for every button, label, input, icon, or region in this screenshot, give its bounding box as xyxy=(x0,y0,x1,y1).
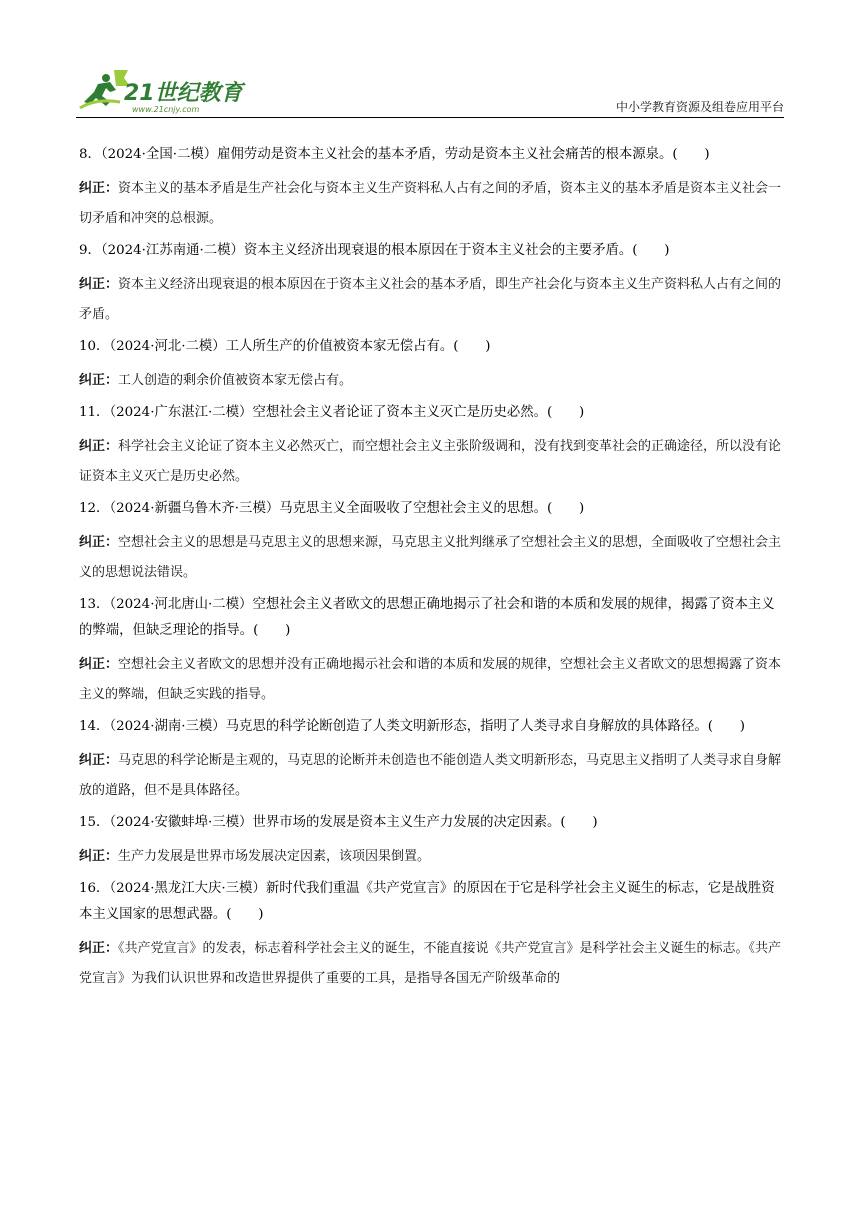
correction xyxy=(79,432,785,492)
question-text: 15．（2024·安徽蚌埠·三模）世界市场的发展是资本主义生产力发展的决定因素。( ) xyxy=(79,815,598,830)
correction-text: 生产力发展是世界市场发展决定因素，该项因果倒置。 xyxy=(118,849,431,864)
question-item xyxy=(79,334,785,396)
correction xyxy=(79,366,785,396)
correction-text: 资本主义的基本矛盾是生产社会化与资本主义生产资料私人占有之间的矛盾，资本主义的基本矛盾是资本主义社会一切矛盾和冲突的总根源。 xyxy=(79,181,782,226)
site-logo xyxy=(76,68,256,116)
correction-label: 纠正： xyxy=(79,373,119,388)
question-text: 12．（2024·新疆乌鲁木齐·三模）马克思主义全面吸收了空想社会主义的思想。( ) xyxy=(79,501,585,516)
correction-text: 空想社会主义的思想是马克思主义的思想来源，马克思主义批判继承了空想社会主义的思想，全面吸收了空想社会主义的思想说法错误。 xyxy=(79,535,782,580)
correction-text: 资本主义经济出现衰退的根本原因在于资本主义社会的基本矛盾，即生产社会化与资本主义生产资料私人占有之间的矛盾。 xyxy=(79,277,782,322)
correction-label: 纠正： xyxy=(79,849,119,864)
correction xyxy=(79,934,785,994)
question-item xyxy=(79,876,785,994)
correction-text: 工人创造的剩余价值被资本家无偿占有。 xyxy=(118,373,353,388)
correction xyxy=(79,174,785,234)
question-item xyxy=(79,714,785,806)
question-text: 16．（2024·黑龙江大庆·三模）新时代我们重温《共产党宣言》的原因在于它是科学社会主义诞生的标志，它是战胜资本主义国家的思想武器。( ) xyxy=(79,881,775,922)
question-item xyxy=(79,810,785,872)
correction-text: 马克思的科学论断是主观的，马克思的论断并未创造也不能创造人类文明新形态，马克思主义指明了人类寻求自身解放的道路，但不是具体路径。 xyxy=(79,753,782,798)
correction-text: 科学社会主义论证了资本主义必然灭亡，而空想社会主义主张阶级调和，没有找到变革社会的正确途径，所以没有论证资本主义灭亡是历史必然。 xyxy=(79,439,782,484)
question-item xyxy=(79,400,785,492)
question-text: 13．（2024·河北唐山·二模）空想社会主义者欧文的思想正确地揭示了社会和谐的本质和发展的规律，揭露了资本主义的弊端，但缺乏理论的指导。( ) xyxy=(79,597,775,638)
correction xyxy=(79,270,785,330)
question-item xyxy=(79,238,785,330)
correction-label: 纠正： xyxy=(79,535,119,550)
correction-text: 空想社会主义者欧文的思想并没有正确地揭示社会和谐的本质和发展的规律，空想社会主义者欧文的思想揭露了资本主义的弊端，但缺乏实践的指导。 xyxy=(79,657,782,702)
question-text: 10．（2024·河北·二模）工人所生产的价值被资本家无偿占有。( ) xyxy=(79,339,491,354)
correction xyxy=(79,842,785,872)
svg-text:21世纪教育: 21世纪教育 xyxy=(124,81,243,106)
question-text: 11．（2024·广东湛江·二模）空想社会主义者论证了资本主义灭亡是历史必然。( ) xyxy=(79,405,585,420)
correction-label: 纠正： xyxy=(79,181,119,196)
page-header xyxy=(76,62,784,120)
question-item xyxy=(79,592,785,710)
question-text: 14．（2024·湖南·三模）马克思的科学论断创造了人类文明新形态，指明了人类寻求自身解放的具体路径。( ) xyxy=(79,719,745,734)
question-text: 9．（2024·江苏南通·二模）资本主义经济出现衰退的根本原因在于资本主义社会的主要矛盾。( ) xyxy=(79,243,670,258)
runner-logo-icon xyxy=(76,68,256,116)
correction-text: 《共产党宣言》的发表，标志着科学社会主义的诞生，不能直接说《共产党宣言》是科学社会主义诞生的标志。《共产党宣言》为我们认识世界和改造世界提供了重要的工具，是指导各国无产阶级革命的 xyxy=(79,941,782,986)
question-item xyxy=(79,496,785,588)
header-divider xyxy=(76,117,784,118)
question-list xyxy=(79,142,785,998)
correction-label: 纠正： xyxy=(79,439,119,454)
correction-label: 纠正： xyxy=(79,753,119,768)
correction-label: 纠正： xyxy=(79,941,119,956)
platform-name: 中小学教育资源及组卷应用平台 xyxy=(615,100,784,114)
correction xyxy=(79,650,785,710)
correction-label: 纠正： xyxy=(79,657,119,672)
correction xyxy=(79,746,785,806)
correction-label: 纠正： xyxy=(79,277,119,292)
svg-text:www.21cnjy.com: www.21cnjy.com xyxy=(132,105,200,114)
question-text: 8．（2024·全国·二模）雇佣劳动是资本主义社会的基本矛盾，劳动是资本主义社会痛苦的根本源泉。( ) xyxy=(79,147,710,162)
correction xyxy=(79,528,785,588)
question-item xyxy=(79,142,785,234)
